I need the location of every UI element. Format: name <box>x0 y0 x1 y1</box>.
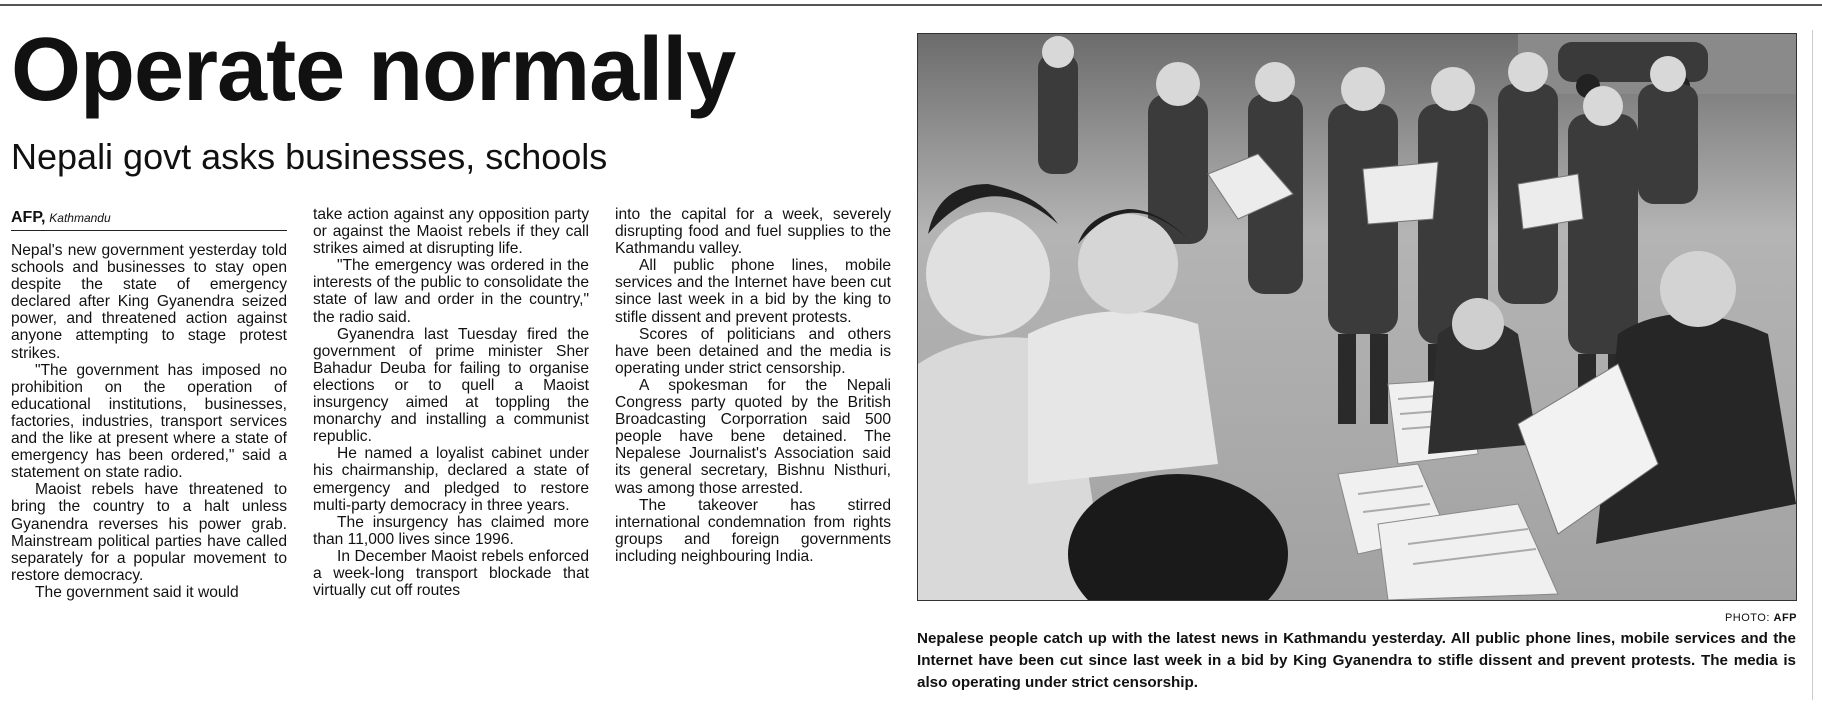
paragraph: take action against any opposition party or against the Maoist rebels if they call strikes aimed at disrupting life. <box>313 206 589 258</box>
byline-place: Kathmandu <box>49 211 111 225</box>
paragraph: into the capital for a week, severely disrupting food and fuel supplies to the Kathmandu valley. <box>615 206 891 258</box>
news-photo <box>917 33 1797 601</box>
paragraph: The insurgency has claimed more than 11,000 lives since 1996. <box>313 513 589 548</box>
photo-credit <box>1725 612 1797 624</box>
paragraph: "The government has imposed no prohibition on the operation of educational institutions, businesses, factories, industries, transport services and the like at present where a state of emergency has been ordered," said a statement on state radio. <box>11 361 287 482</box>
byline-agency: AFP, <box>11 209 46 226</box>
paragraph: Nepal's new government yesterday told schools and businesses to stay open despite the state of emergency declared after King Gyanendra seized power, and threatened action against anyone attempting to stage protest strikes. <box>11 242 287 362</box>
top-rule <box>0 4 1822 6</box>
page-edge-rule <box>1812 30 1813 700</box>
paragraph: Scores of politicians and others have been detained and the media is operating under strict censorship. <box>615 325 891 377</box>
headline: Operate normally <box>11 20 736 120</box>
crowd-reading-newspapers-illustration <box>918 34 1796 600</box>
paragraph: He named a loyalist cabinet under his chairmanship, declared a state of emergency and pledged to restore multi-party democracy in three years. <box>313 445 589 514</box>
byline <box>11 206 287 231</box>
paragraph: A spokesman for the Nepali Congress party quoted by the British Broadcasting Corporration said 500 people have bene detained. The Nepalese Journalist's Association said its general secretary, Bishnu Nisthuri, was among those arrested. <box>615 376 891 497</box>
subhead: Nepali govt asks businesses, schools <box>11 136 608 177</box>
paragraph: In December Maoist rebels enforced a week-long transport blockade that virtually cut off routes <box>313 547 589 600</box>
paragraph: The government said it would <box>35 583 239 601</box>
article-column-2 <box>313 206 589 696</box>
paragraph: The takeover has stirred international condemnation from rights groups and foreign governments including neighbouring India. <box>615 496 891 565</box>
paragraph: Maoist rebels have threatened to bring the country to a halt unless Gyanendra reverses his power grab. Mainstream political parties have called separately for a popular movement to restore democracy. <box>11 481 287 584</box>
photo-credit-label: PHOTO: <box>1724 612 1770 624</box>
photo-caption: Nepalese people catch up with the latest news in Kathmandu yesterday. All public phone lines, mobile services and the Internet have been cut since last week in a bid by King Gyanendra to stifle dissent and prevent protests. The media is also operating under strict censorship. <box>917 630 1796 691</box>
article-column-1 <box>11 242 287 696</box>
paragraph: "The emergency was ordered in the interests of the public to consolidate the state of law and order in the country," the radio said. <box>313 257 589 326</box>
paragraph: All public phone lines, mobile services and the Internet have been cut since last week in a bid by the king to stifle dissent and prevent protests. <box>615 257 891 326</box>
photo-credit-source: AFP <box>1773 612 1797 624</box>
paragraph: Gyanendra last Tuesday fired the government of prime minister Sher Bahadur Deuba for failing to organise elections or to quell a Maoist insurgency aimed at toppling the monarchy and installing a communist republic. <box>313 325 589 446</box>
article-column-3 <box>615 206 891 696</box>
